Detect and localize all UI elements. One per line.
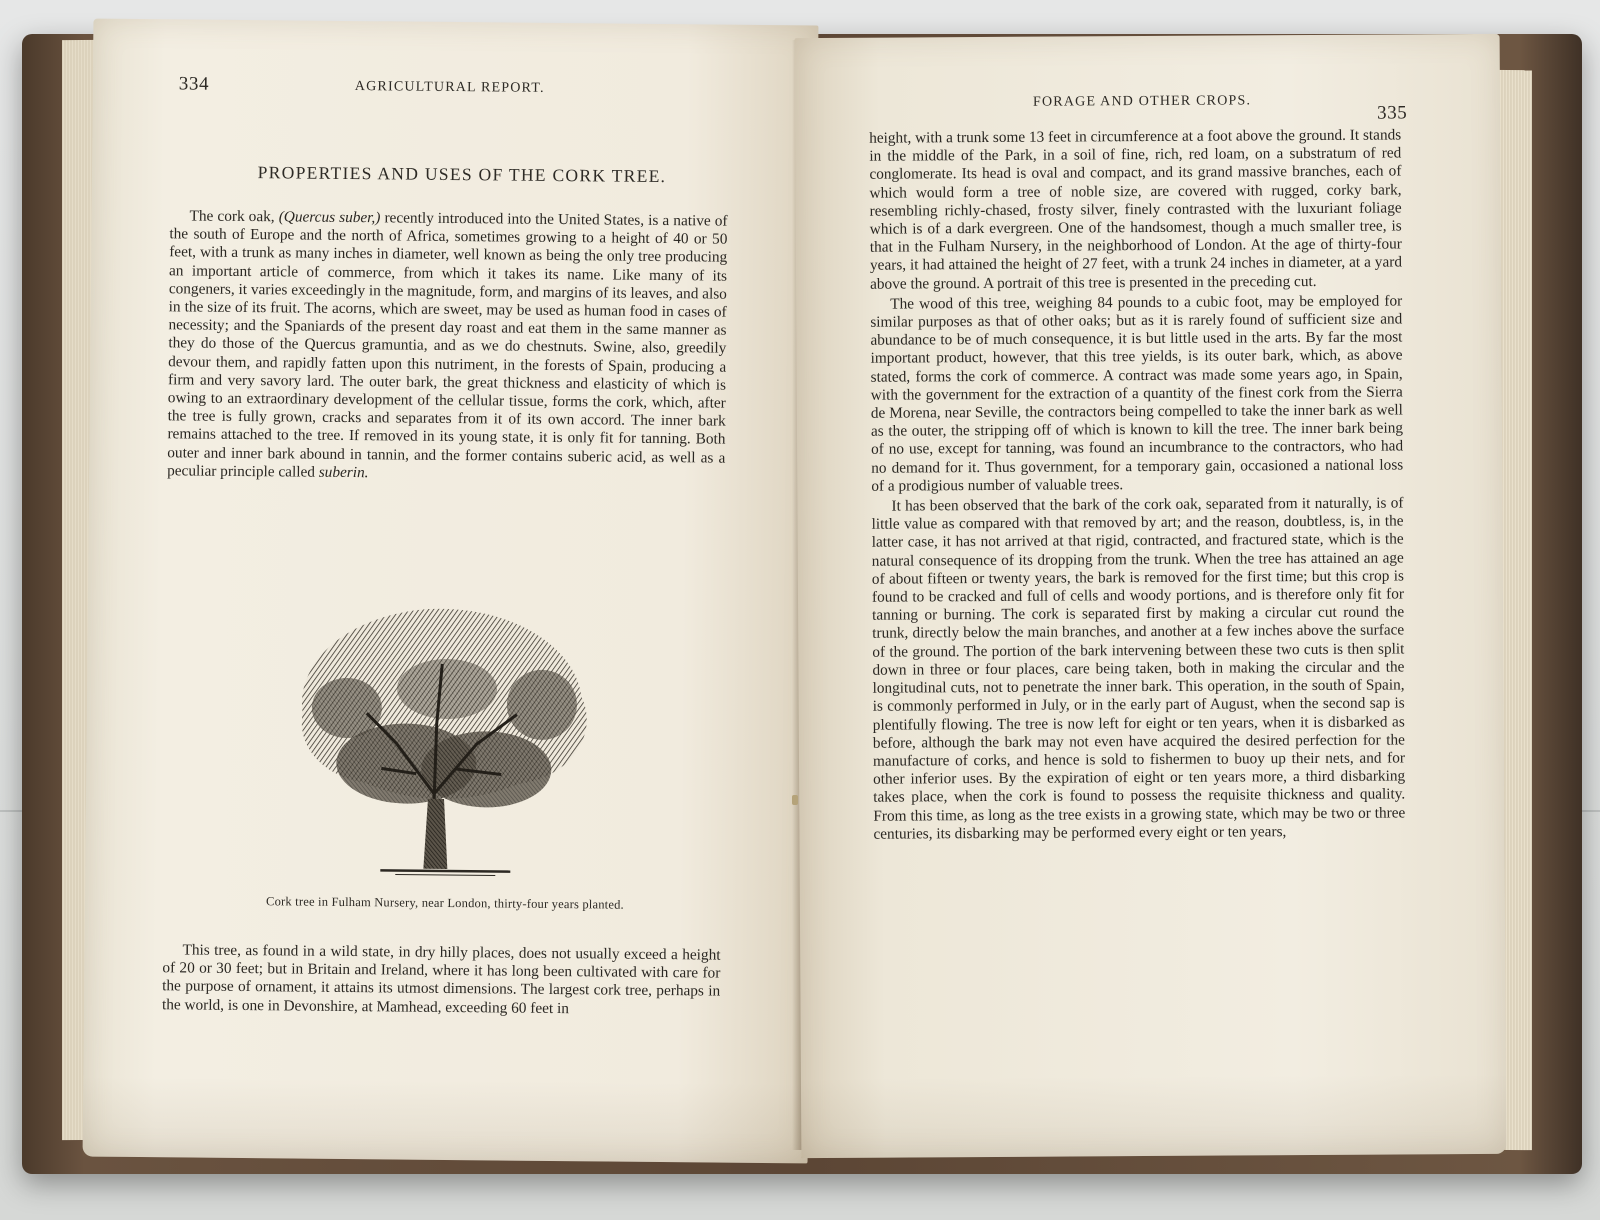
right-paragraph-1: height, with a trunk some 13 feet in circumference at a foot above the ground. It stands in the middle of the Park, in a soil of fine, rich, red loam, on a substratum of red conglomerate. Its head is oval and compact, and its grand massive branches, each of which would form a tree of noble size, are covered with rugged, corky bark, resembling richly-chased, frosty silver, finely contrasted with the luxuriant foliage which is of a dark evergreen. One of the handsomest, though a much smaller tree, is that in the Fulham Nursery, in the neighborhood of London. At the age of thirty-four years, it had attained the height of 27 feet, with a trunk 24 inches in diameter, at a yard above the ground. A portrait of this tree is presented in the preceding cut. [869, 126, 1403, 293]
right-head-title: FORAGE AND OTHER CROPS. [1032, 93, 1252, 110]
right-paragraph-3: It has been observed that the bark of the cork oak, separated from it naturally, is of little value as compared with that removed by art; and the reason, doubtless, is, in the latter case, it has not arrived at that rigid, contracted, and fractured state, which is the natural consequence of its dropping from the trunk. When the tree has attained an age of about fifteen or twenty years, the bark is removed for the first time; but this crop is found to be cracked and full of cells and woody portions, and is therefore only fit for tanning or burning. The cork is separated first by making a circular cut round the trunk, directly below the main branches, and another at a few inches above the surface of the ground. The portion of the bark intervening between these two cuts is then split down in three or four places, care being taken, both in making the circular and the longitudinal cuts, not to penetrate the inner bark. This operation, in the south of Spain, is commonly performed in July, or in the early part of August, when the second sap is plentifully flowing. The tree is now left for eight or ten years, when it is disbarked as before, although the bark may not even have acquired the desired perfection for the manufacture of corks, and hence is sold to fishermen to buoy up their nets, and for other inferior uses. By the expiration of eight or ten years more, a third disbarking takes place, when the cork is found to possess the requisite thickness and quality. From this time, as long as the tree exists in a growing state, which may be two or three centuries, its disbarking may be performed every eight or ten years, [871, 494, 1406, 843]
right-page-number: 335 [1376, 102, 1408, 124]
left-running-head [93, 75, 818, 106]
right-body [869, 126, 1405, 843]
page-shade [83, 1076, 809, 1163]
ground-line [380, 870, 510, 871]
right-page [795, 34, 1507, 1158]
para-lead: The cork oak, [189, 207, 279, 226]
latin-name: (Quercus suber,) [278, 208, 381, 227]
right-paragraph-2: The wood of this tree, weighing 84 pounds to a cubic foot, may be employed for similar purposes as that of other oaks; but as it is rarely found of sufficient size and abundance to be of much consequence, it is but little used in the arts. By far the most important product, however, that this tree yields, is its outer bark, which, as above stated, forms the cork of commerce. A contract was made some years ago, in Spain, with the government for the extraction of a quantity of the finest cork from the Sierra de Morena, near Seville, the contractors being compelled to take the inner bark as well as the outer, the stripping off of which is known to kill the tree. The inner bark being of no use, except for tanning, was found an incumbrance to the contractors, who had no demand for it. Thus government, for a temporary gain, occasioned a national loss of a prodigious number of valuable trees. [870, 292, 1404, 495]
left-paragraph-1 [167, 207, 728, 485]
left-head-title: AGRICULTURAL REPORT. [354, 79, 545, 96]
tree-trunk [423, 799, 448, 869]
tree-canopy [301, 608, 588, 809]
right-running-head [795, 90, 1500, 124]
engraving-caption: Cork tree in Fulham Nursery, near London, thirty-four years planted. [266, 894, 624, 912]
left-page-number: 334 [178, 73, 210, 95]
binding-thread [792, 795, 798, 805]
left-body-bottom [162, 941, 721, 1019]
para-body: recently introduced into the United States, is a native of the south of Europe and the north of Africa, sometimes growing to a height of 40 or 50 feet, with a trunk as many inches in diameter, well known as being the only tree producing an important article of commerce, from which it takes its name. Like many of its congeners, it varies exceedingly in the magnitude, form, and margins of its leaves, and also in the size of its fruit. The acorns, which are sweet, may be used as human food in cases of necessity; and the Spaniards of the present day roast and eat them in the same manner as they do those of the Quercus gramuntia, and as we do chestnuts. Swine, also, greedily devour them, and rapidly fatten upon this nutriment, in the forests of Spain, producing a firm and very savory lard. The outer bark, the great thickness and elasticity of which is owing to an extraordinary development of the cellular tissue, forms the cork, which, after the tree is fully grown, cracks and separates from it of its own accord. The inner bark remains attached to the tree. If removed in its young state, it is only fit for tanning. Both outer and inner bark abound in tannin, and the former contains suberic acid, as well as a peculiar principle called [167, 209, 728, 481]
suberin-term: suberin. [318, 463, 369, 482]
article-title: PROPERTIES AND USES OF THE CORK TREE. [257, 162, 667, 187]
left-paragraph-2: This tree, as found in a wild state, in dry hilly places, does not usually exceed a height of 20 or 30 feet; but in Britain and Ireland, where it has long been cultivated with care for the purpose of ornament, it attains its utmost dimensions. The largest cork tree, perhaps in the world, is one in Devonshire, at Mamhead, exceeding 60 feet in [161, 941, 721, 1017]
left-body-top [167, 207, 728, 485]
left-page [83, 19, 819, 1164]
page-shade [801, 1074, 1506, 1158]
cork-tree-engraving [285, 592, 598, 895]
